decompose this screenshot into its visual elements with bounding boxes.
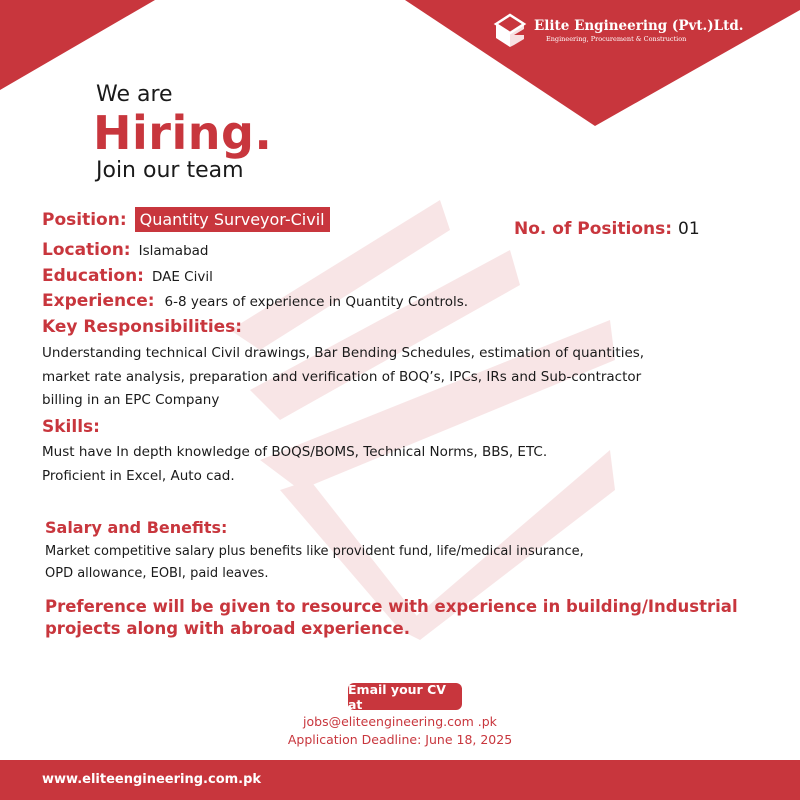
hero-title: Hiring.: [93, 106, 273, 160]
salary-heading: Salary and Benefits:: [45, 518, 228, 537]
education-value: DAE Civil: [151, 269, 213, 285]
location-row: [42, 240, 208, 260]
experience-value: 6-8 years of experience in Quantity Controls.: [164, 294, 469, 310]
education-row: [42, 266, 213, 286]
logo-e-icon: [492, 12, 528, 48]
email-address[interactable]: jobs@eliteengineering.com .pk: [303, 714, 497, 729]
salary-text: [45, 541, 584, 585]
positions-count-value: 01: [678, 219, 700, 239]
email-cv-button[interactable]: Email your CV at: [348, 683, 462, 710]
website-link[interactable]: www.eliteengineering.com.pk: [42, 772, 262, 787]
application-deadline: Application Deadline: June 18, 2025: [287, 732, 513, 747]
company-tagline: Engineering, Procurement & Construction: [546, 34, 687, 43]
experience-label: Experience:: [42, 291, 155, 311]
hero-line-3: Join our team: [96, 158, 244, 183]
salary-line: OPD allowance, EOBI, paid leaves.: [45, 566, 269, 581]
experience-row: [42, 291, 468, 311]
salary-line: Market competitive salary plus benefits like provident fund, life/medical insurance,: [45, 544, 584, 559]
preference-line: projects along with abroad experience.: [45, 619, 410, 638]
skill-line: Proficient in Excel, Auto cad.: [42, 467, 235, 484]
skills-heading: Skills:: [42, 417, 100, 437]
corner-decoration: [0, 0, 155, 90]
preference-line: Preference will be given to resource with experience in building/Industrial: [45, 597, 738, 616]
skills-text: [42, 441, 547, 488]
responsibility-line: billing in an EPC Company: [42, 392, 220, 408]
skill-line: Must have In depth knowledge of BOQS/BOMS, Technical Norms, BBS, ETC.: [42, 444, 548, 460]
position-label: Position:: [42, 210, 127, 230]
responsibilities-heading: Key Responsibilities:: [42, 317, 243, 337]
location-label: Location:: [42, 240, 131, 260]
company-name: Elite Engineering (Pvt.)Ltd.: [534, 17, 744, 34]
responsibilities-heading-row: [42, 317, 242, 337]
company-logo: [492, 12, 744, 48]
responsibility-line: Understanding technical Civil drawings, Bar Bending Schedules, estimation of quantities,: [42, 345, 645, 361]
responsibilities-text: [42, 342, 644, 413]
hero-line-1: We are: [96, 82, 173, 107]
responsibility-line: market rate analysis, preparation and verification of BOQ’s, IPCs, IRs and Sub-contractor: [42, 368, 642, 385]
position-row: [42, 207, 330, 232]
location-value: Islamabad: [138, 243, 209, 259]
position-value: Quantity Surveyor-Civil: [135, 207, 330, 232]
preference-note: [45, 596, 738, 640]
education-label: Education:: [42, 266, 144, 286]
skills-heading-row: [42, 417, 100, 437]
positions-count-row: [514, 219, 700, 239]
positions-count-label: No. of Positions:: [514, 219, 673, 239]
